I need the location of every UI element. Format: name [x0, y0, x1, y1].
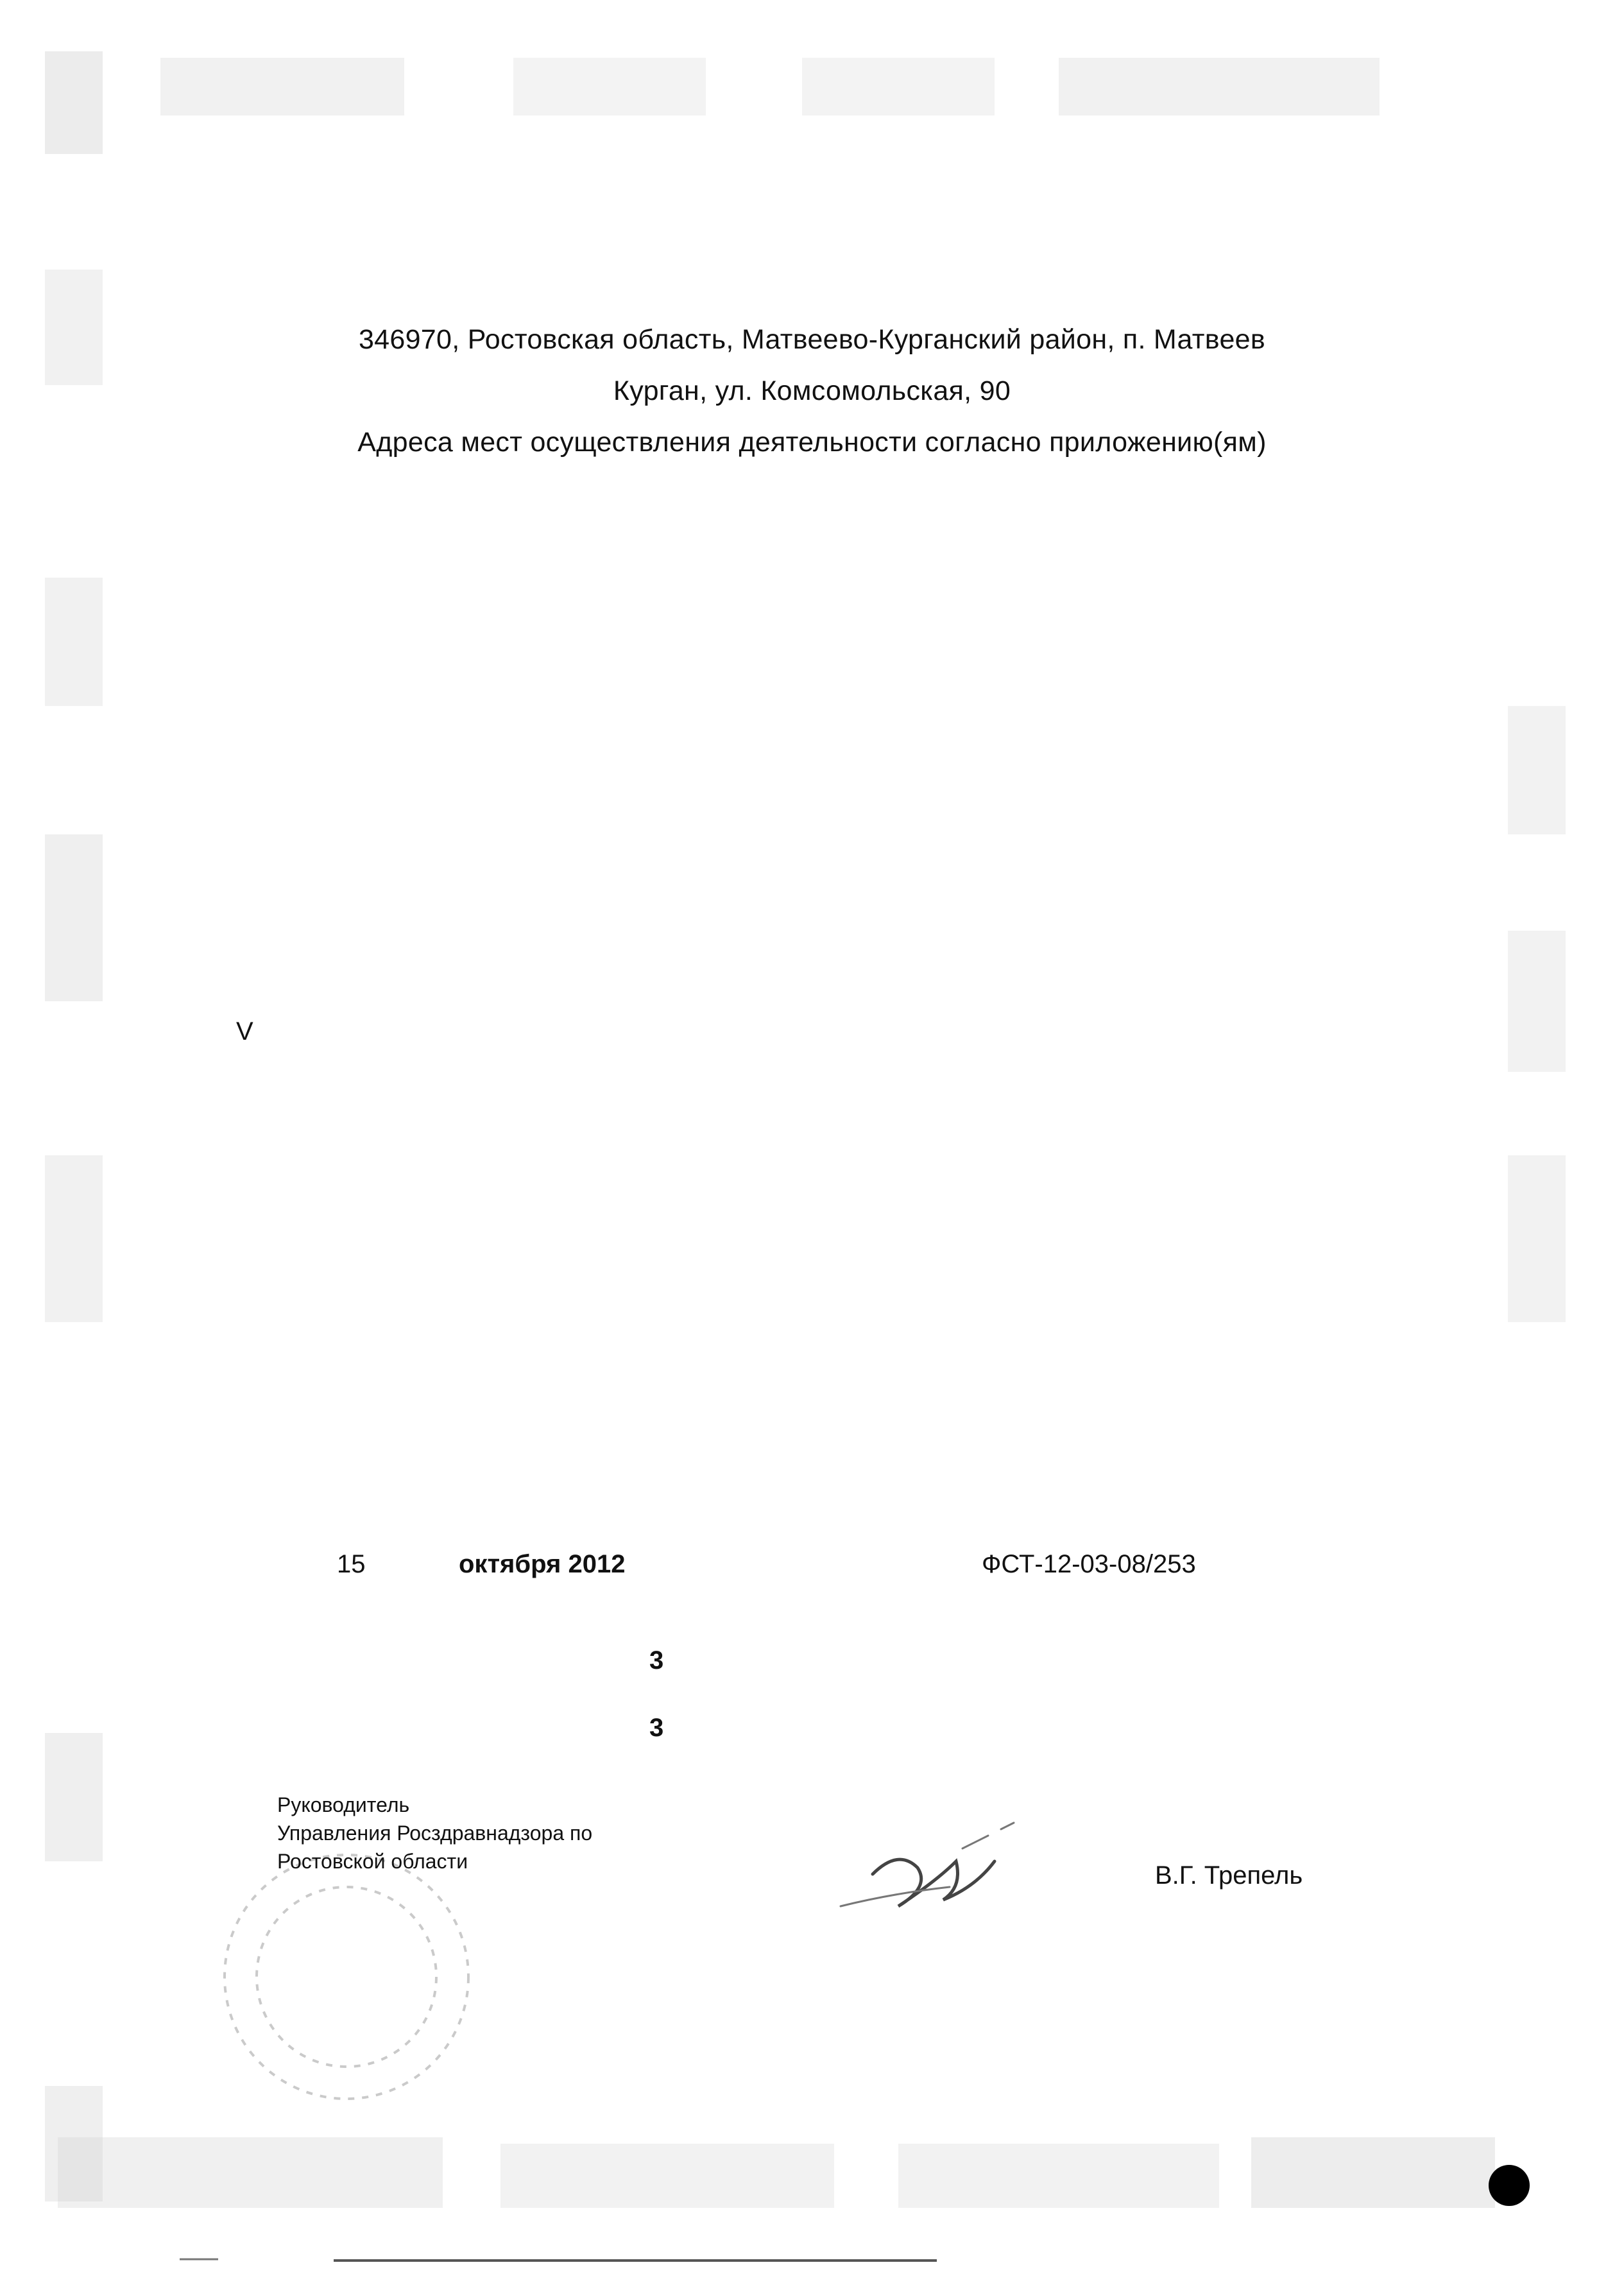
handwritten-signature — [841, 1823, 1014, 1906]
count-first: 3 — [649, 1646, 664, 1675]
official-stamp — [225, 1855, 468, 2099]
activity-addresses-line: Адреса мест осуществления деятельности согласно приложению(ям) — [357, 427, 1267, 458]
issue-day: 15 — [337, 1550, 366, 1578]
license-number: ФСТ-12-03-08/253 — [982, 1550, 1196, 1578]
count-second: 3 — [649, 1714, 664, 1742]
faded-border-top — [160, 58, 1380, 116]
issue-month-year: октября 2012 — [459, 1550, 626, 1578]
faded-border-right — [1508, 706, 1566, 1322]
faded-border-bottom — [58, 2137, 1495, 2208]
signer-position-line-1: Руководитель — [277, 1793, 410, 1816]
signer-name: В.Г. Трепель — [1155, 1861, 1303, 1890]
registration-dot — [1489, 2165, 1530, 2206]
address-line-1: 346970, Ростовская область, Матвеево-Курганский район, п. Матвеев — [358, 324, 1266, 355]
faded-border-left — [45, 51, 103, 2201]
signer-position-line-3: Ростовской области — [277, 1850, 468, 1873]
address-line-2: Курган, ул. Комсомольская, 90 — [613, 375, 1011, 406]
checkmark-v: V — [236, 1017, 253, 1046]
signer-position-line-2: Управления Росздравнадзора по — [277, 1822, 593, 1845]
